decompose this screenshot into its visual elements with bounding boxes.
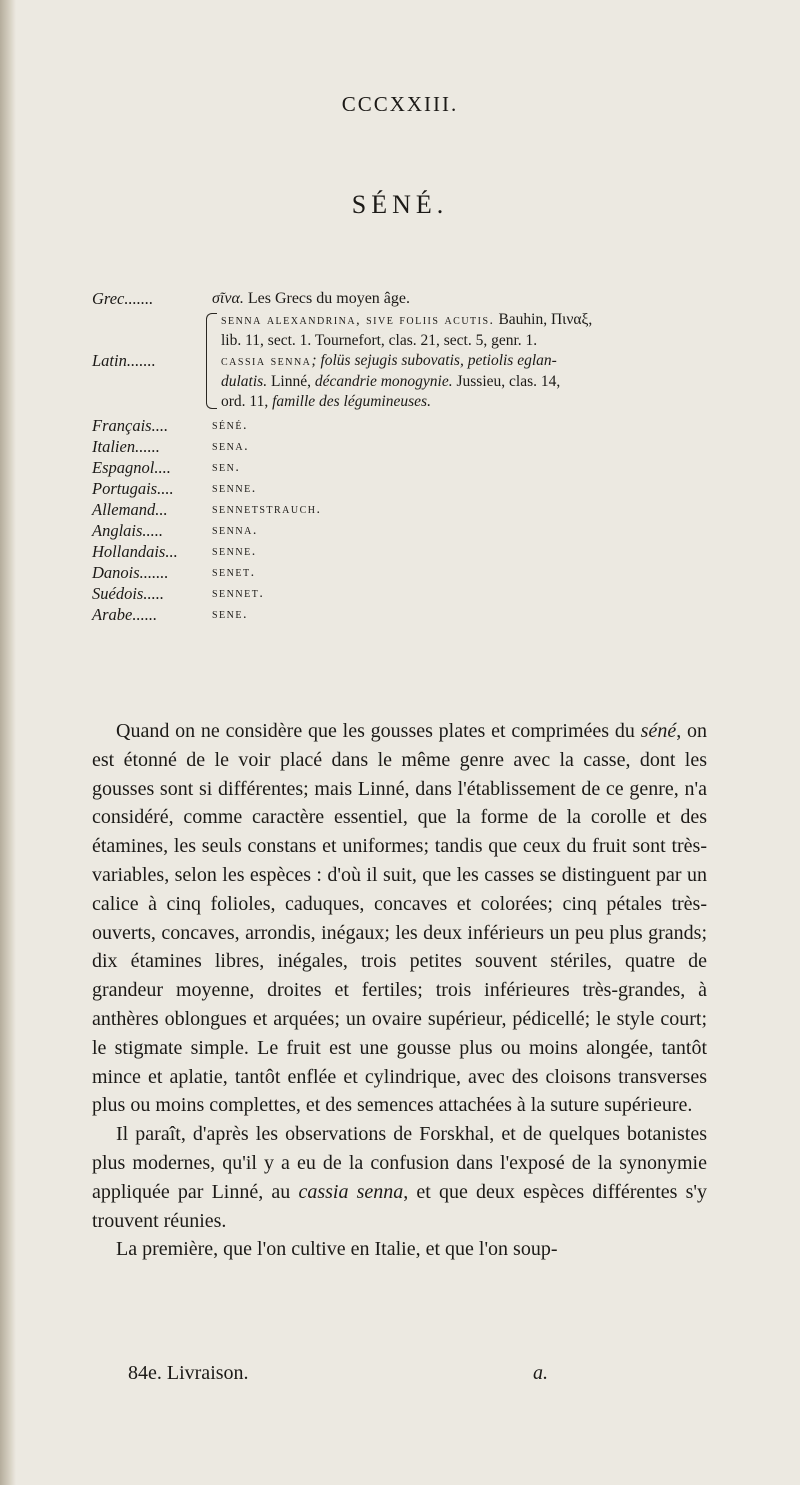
common-name: senna. [212,523,258,538]
book-spine-edge [0,0,16,1485]
latin-synonymy [221,310,692,412]
nomenclature-row [92,436,692,457]
body-text [92,717,707,1264]
lang-label: Suédois..... [92,584,164,603]
lang-label: Français.... [92,416,169,435]
grec-entry [212,288,692,309]
page-title: SÉNÉ. [351,190,449,219]
livraison-number: 84e. Livraison. [128,1362,249,1384]
grec-note: Les Grecs du moyen âge. [243,290,411,307]
lang-label: Allemand... [92,500,168,519]
common-name: sennet. [212,586,265,601]
lang-label: Espagnol.... [92,458,171,477]
nomenclature-row [92,583,692,604]
nomenclature-row [92,520,692,541]
common-name: senne. [212,544,257,559]
curly-brace [206,313,217,409]
common-name: séné. [212,418,248,433]
nomenclature-row [92,478,692,499]
common-name: sene. [212,607,248,622]
latin-line-5: ord. 11, famille des légumineuses. [221,393,431,410]
lang-label: Anglais..... [92,521,164,540]
greek-word: σῖνα. [212,290,244,307]
lang-label: Hollandais... [92,542,178,561]
common-name: sennetstrauch. [212,502,322,517]
lang-label: Italien...... [92,437,160,456]
latin-line-2: lib. 11, sect. 1. Tournefort, clas. 21, sect. 5, genr. 1. [221,332,538,349]
lang-label: Danois....... [92,563,169,582]
nomenclature-row [92,562,692,583]
latin-line-4: dulatis. Linné, décandrie monogynie. Jussieu, clas. 14, [221,373,561,390]
lang-label: Arabe...... [92,605,158,624]
signature-mark: a. [533,1362,548,1384]
nomenclature-row-latin [92,310,692,412]
lang-label-latin: Latin....... [92,351,156,370]
paragraph: La première, que l'on cultive en Italie, et que l'on soup- [116,1238,558,1261]
page-folio-number: CCCXXIII. [341,92,459,116]
nomenclature-row [92,457,692,478]
page-footer [128,1362,548,1385]
common-name: sen. [212,460,241,475]
common-name: senne. [212,481,257,496]
nomenclature-row-grec [92,288,692,309]
paragraph: Quand on ne considère que les gousses plates et comprimées du séné, on est étonné de le voir placé dans le même genre avec la casse, dont les gousses sont si différentes; mais Linné, dans l'établissement de ce genre, n'a considéré, comme caractère essentiel, que la forme de la corolle et des étamines, les seuls constans et uniformes; tandis que ceux du fruit sont très-variables, selon les espèces : d'où il suit, que les casses se distinguent par un calice à cinq folioles, caduques, concaves et colorées; cinq pétales très-ouverts, concaves, arrondis, inégaux; les deux inférieurs un peu plus grands; dix étamines libres, inégales, trois petites souvent stériles, quatre de grandeur moyenne, droites et fertiles; trois inférieures très-grandes, à anthères oblongues et arquées; un ovaire supérieur, pédicellé; le style court; le stigmate simple. Le fruit est une gousse plus ou moins alongée, tantôt mince et aplatie, tantôt enflée et cylindrique, avec des cloisons transverses plus ou moins complettes, et des semences attachées à la suture supérieure. [92,720,707,1117]
latin-line-1: senna alexandrina, sive foliis acutis. Bauhin, Πιναξ, [221,311,593,328]
latin-line-3: cassia senna; folüs sejugis subovatis, petiolis eglan- [221,352,557,369]
common-name: senet. [212,565,256,580]
lang-label-grec: Grec....... [92,289,154,308]
lang-label: Portugais.... [92,479,174,498]
nomenclature-row [92,604,692,625]
common-name: sena. [212,439,250,454]
nomenclature-table [92,288,692,625]
nomenclature-row [92,499,692,520]
nomenclature-row [92,541,692,562]
nomenclature-row [92,415,692,436]
paragraph: Il paraît, d'après les observations de Forskhal, et de quelques botanistes plus modernes, qu'il y a eu de la confusion dans l'exposé de la synonymie appliquée par Linné, au cassia senna, et que deux espèces différentes s'y trouvent réunies. [92,1123,707,1232]
